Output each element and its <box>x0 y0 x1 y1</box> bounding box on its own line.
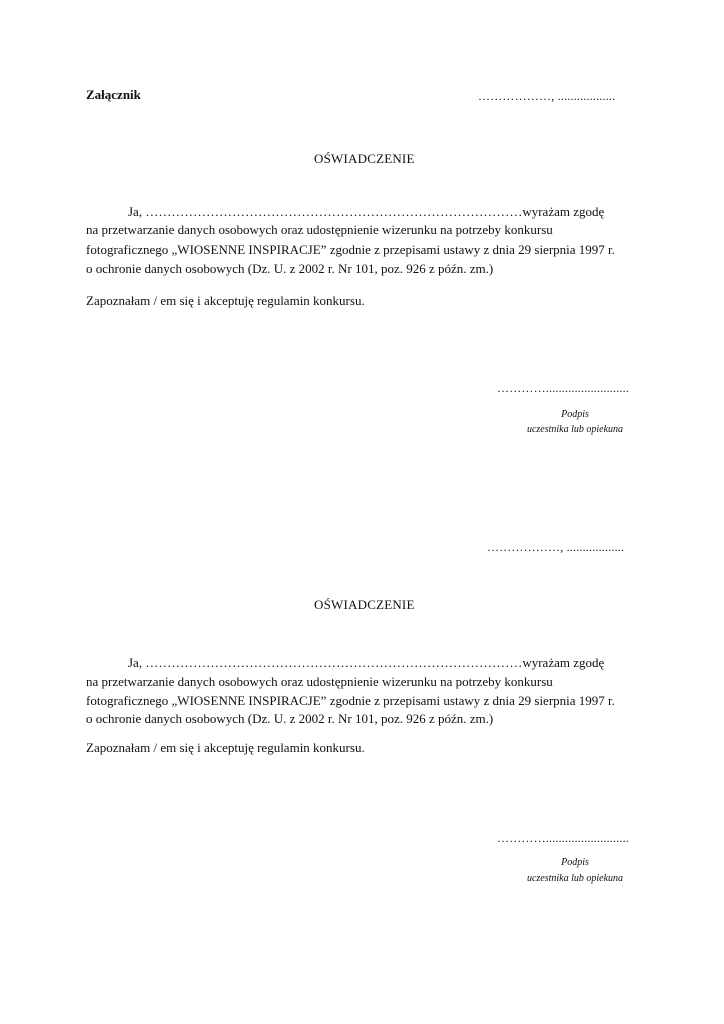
signature-line: ………….......................... <box>497 381 629 395</box>
signature-caption: uczestnika lub opiekuna <box>526 873 624 884</box>
statement-line: o ochronie danych osobowych (Dz. U. z 2002 r. Nr 101, poz. 926 z późn. zm.) <box>86 711 494 726</box>
statement-line: Ja, ……………………………………………………………………………wyrażam zgodę <box>128 204 605 219</box>
statement-line: fotograficznego „WIOSENNE INSPIRACJE” zgodnie z przepisami ustawy z dnia 29 sierpnia 1997 r. <box>86 693 615 708</box>
statement-line: na przetwarzanie danych osobowych oraz udostępnienie wizerunku na potrzeby konkursu <box>86 674 553 689</box>
statement-line: Ja, ……………………………………………………………………………wyrażam zgodę <box>128 655 605 670</box>
statement-line: o ochronie danych osobowych (Dz. U. z 2002 r. Nr 101, poz. 926 z późn. zm.) <box>86 261 494 276</box>
attachment-label: Załącznik <box>86 87 141 102</box>
signature-line: ………….......................... <box>497 831 629 845</box>
signature-caption: uczestnika lub opiekuna <box>526 424 624 435</box>
statement-line: fotograficznego „WIOSENNE INSPIRACJE” zgodnie z przepisami ustawy z dnia 29 sierpnia 1997 r. <box>86 242 615 257</box>
statement-line: na przetwarzanie danych osobowych oraz udostępnienie wizerunku na potrzeby konkursu <box>86 222 553 237</box>
place-date-field: ………………, .................. <box>487 540 625 554</box>
acceptance-text: Zapoznałam / em się i akceptuję regulamin konkursu. <box>86 293 365 308</box>
statement-title: OŚWIADCZENIE <box>314 597 415 612</box>
acceptance-text: Zapoznałam / em się i akceptuję regulamin konkursu. <box>86 740 365 755</box>
place-date-field: ………………, .................. <box>478 89 616 103</box>
signature-caption: Podpis <box>561 409 589 420</box>
signature-caption: Podpis <box>561 857 589 868</box>
statement-title: OŚWIADCZENIE <box>314 151 415 166</box>
